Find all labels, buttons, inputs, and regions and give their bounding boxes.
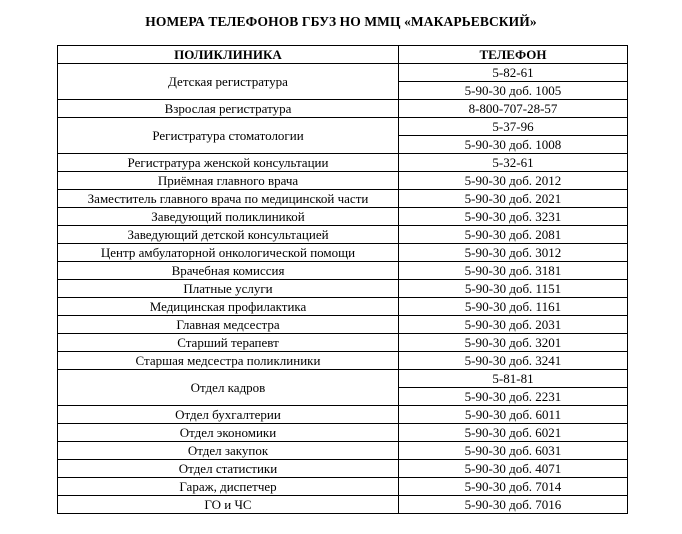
phone-table	[57, 45, 628, 514]
phone-number: 5-90-30 доб. 2231	[399, 388, 628, 406]
page-title: НОМЕРА ТЕЛЕФОНОВ ГБУЗ НО ММЦ «МАКАРЬЕВСКИЙ»	[145, 14, 537, 29]
table-header-row	[58, 46, 628, 64]
table-row	[58, 280, 628, 298]
department-name: Старший терапевт	[58, 334, 399, 352]
table-row	[58, 460, 628, 478]
department-name: Заведующий детской консультацией	[58, 226, 399, 244]
department-name: Отдел статистики	[58, 460, 399, 478]
department-name: Детская регистратура	[58, 64, 399, 100]
phone-number: 5-90-30 доб. 3012	[399, 244, 628, 262]
table-row	[58, 244, 628, 262]
phone-number: 5-90-30 доб. 1161	[399, 298, 628, 316]
table-row	[58, 118, 628, 136]
phone-number: 5-81-81	[399, 370, 628, 388]
department-name: Отдел кадров	[58, 370, 399, 406]
department-name: Регистратура стоматологии	[58, 118, 399, 154]
department-name: Главная медсестра	[58, 316, 399, 334]
phone-number: 5-90-30 доб. 3201	[399, 334, 628, 352]
phone-number: 5-90-30 доб. 2021	[399, 190, 628, 208]
table-row	[58, 100, 628, 118]
phone-number: 5-90-30 доб. 1151	[399, 280, 628, 298]
department-name: Отдел бухгалтерии	[58, 406, 399, 424]
department-name: Отдел экономики	[58, 424, 399, 442]
table-row	[58, 154, 628, 172]
table-row	[58, 406, 628, 424]
table-row	[58, 442, 628, 460]
department-name: Платные услуги	[58, 280, 399, 298]
table-row	[58, 190, 628, 208]
department-name: Медицинская профилактика	[58, 298, 399, 316]
department-name: Врачебная комиссия	[58, 262, 399, 280]
department-name: Регистратура женской консультации	[58, 154, 399, 172]
phone-table-body	[58, 64, 628, 514]
department-name: Взрослая регистратура	[58, 100, 399, 118]
phone-number: 5-90-30 доб. 2081	[399, 226, 628, 244]
table-row	[58, 298, 628, 316]
table-row	[58, 496, 628, 514]
phone-number: 5-90-30 доб. 2031	[399, 316, 628, 334]
column-header-clinic: ПОЛИКЛИНИКА	[58, 46, 399, 64]
table-row	[58, 334, 628, 352]
table-row	[58, 370, 628, 388]
phone-number: 5-32-61	[399, 154, 628, 172]
phone-number: 5-90-30 доб. 3181	[399, 262, 628, 280]
phone-number: 5-90-30 доб. 6021	[399, 424, 628, 442]
phone-number: 5-82-61	[399, 64, 628, 82]
phone-number: 5-90-30 доб. 7016	[399, 496, 628, 514]
phone-number: 5-90-30 доб. 3241	[399, 352, 628, 370]
phone-number: 5-90-30 доб. 2012	[399, 172, 628, 190]
table-row	[58, 478, 628, 496]
phone-number: 8-800-707-28-57	[399, 100, 628, 118]
table-row	[58, 226, 628, 244]
department-name: Заведующий поликлиникой	[58, 208, 399, 226]
phone-number: 5-90-30 доб. 6011	[399, 406, 628, 424]
department-name: Заместитель главного врача по медицинской части	[58, 190, 399, 208]
phone-number: 5-90-30 доб. 4071	[399, 460, 628, 478]
phone-number: 5-90-30 доб. 1005	[399, 82, 628, 100]
department-name: Гараж, диспетчер	[58, 478, 399, 496]
table-row	[58, 316, 628, 334]
phone-number: 5-90-30 доб. 1008	[399, 136, 628, 154]
department-name: Приёмная главного врача	[58, 172, 399, 190]
phone-number: 5-37-96	[399, 118, 628, 136]
column-header-phone: ТЕЛЕФОН	[399, 46, 628, 64]
department-name: Отдел закупок	[58, 442, 399, 460]
phone-number: 5-90-30 доб. 6031	[399, 442, 628, 460]
table-row	[58, 172, 628, 190]
department-name: ГО и ЧС	[58, 496, 399, 514]
table-row	[58, 208, 628, 226]
phone-number: 5-90-30 доб. 7014	[399, 478, 628, 496]
table-row	[58, 352, 628, 370]
table-row	[58, 424, 628, 442]
department-name: Старшая медсестра поликлиники	[58, 352, 399, 370]
phone-number: 5-90-30 доб. 3231	[399, 208, 628, 226]
table-row	[58, 64, 628, 82]
table-row	[58, 262, 628, 280]
department-name: Центр амбулаторной онкологической помощи	[58, 244, 399, 262]
